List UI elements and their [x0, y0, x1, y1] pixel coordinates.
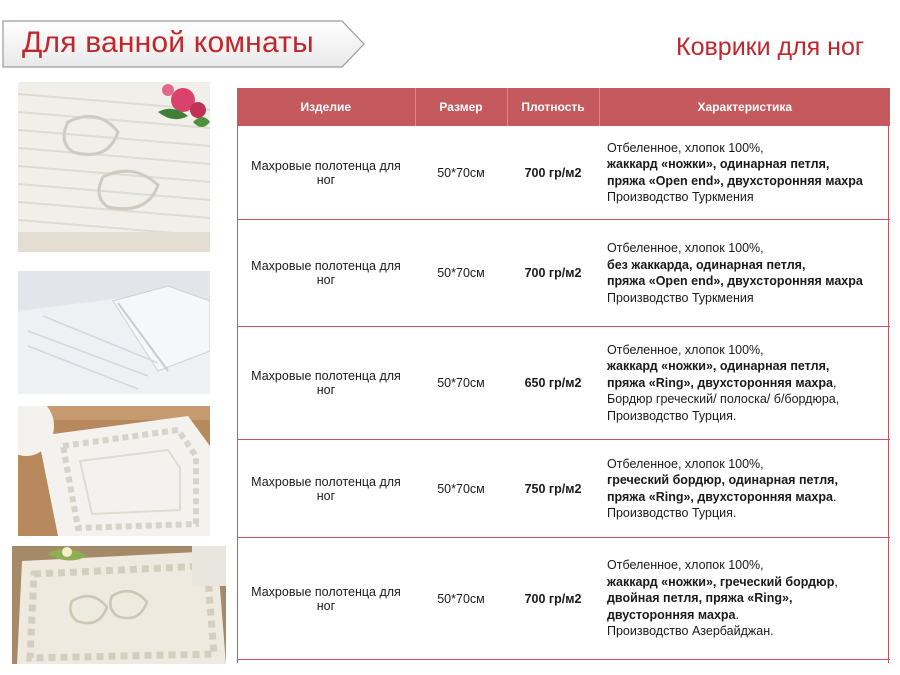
- desc-line: Производство Туркмения: [607, 290, 754, 305]
- cell-product: Махровые полотенца для ног: [237, 538, 415, 660]
- cell-size: 50*70см: [415, 538, 507, 660]
- photo-towel-folded: [18, 271, 210, 394]
- desc-line-suffix: .: [735, 607, 739, 622]
- cell-description: [599, 327, 890, 440]
- cell-size: 50*70см: [415, 126, 507, 220]
- table-header-row: [237, 88, 890, 126]
- cell-description: [599, 220, 890, 327]
- desc-line: жаккард «ножки», одинарная петля,: [607, 157, 830, 171]
- cell-description: [599, 440, 890, 538]
- desc-line-suffix: ,: [832, 375, 837, 390]
- desc-line-bold: жаккард «ножки», греческий бордюр: [607, 574, 835, 589]
- desc-line: [607, 375, 884, 392]
- cell-product: Махровые полотенца для ног: [237, 440, 415, 538]
- cell-product: Махровые полотенца для ног: [237, 220, 415, 327]
- desc-line: Отбеленное, хлопок 100%,: [607, 140, 764, 155]
- page-subtitle: Коврики для ног: [676, 33, 864, 61]
- table-row: [237, 440, 890, 538]
- cell-density: 650 гр/м2: [507, 327, 599, 440]
- header-characteristics: Характеристика: [599, 88, 890, 126]
- desc-line: [607, 489, 884, 506]
- header-size: Размер: [415, 88, 507, 126]
- cell-size: 50*70см: [415, 440, 507, 538]
- desc-line: Отбеленное, хлопок 100%,: [607, 558, 764, 573]
- cell-product: Махровые полотенца для ног: [237, 327, 415, 440]
- cell-size: 50*70см: [415, 220, 507, 327]
- desc-line: пряжа «Open end», двухсторонняя махра: [607, 173, 863, 188]
- desc-line: двойная петля, пряжа «Ring»,: [607, 591, 793, 606]
- desc-line: Производство Турция.: [607, 506, 737, 520]
- header-product: Изделие: [237, 88, 415, 126]
- desc-line: Отбеленное, хлопок 100%,: [607, 241, 764, 255]
- cell-density: 750 гр/м2: [507, 440, 599, 538]
- title-banner: [2, 20, 364, 68]
- header-density: Плотность: [507, 88, 599, 126]
- table-row: [237, 126, 890, 220]
- table-row: [237, 327, 890, 440]
- photo-towel-greek-border: [18, 406, 210, 536]
- desc-line: Производство Азербайджан.: [607, 624, 774, 639]
- desc-line-bold: двусторонняя махра: [607, 607, 736, 622]
- desc-line: жаккард «ножки», одинарная петля,: [607, 359, 830, 374]
- product-table: [237, 88, 890, 660]
- desc-line: Бордюр греческий/ полоска/ б/бордюра,: [607, 392, 840, 407]
- desc-line: [607, 607, 884, 624]
- photo-towel-feet-greek-border: [12, 546, 226, 664]
- desc-line: Производство Туркмения: [607, 190, 754, 204]
- cell-description: [599, 538, 890, 660]
- cell-density: 700 гр/м2: [507, 126, 599, 220]
- desc-line-suffix: .: [832, 489, 837, 504]
- desc-line-suffix: ,: [834, 574, 838, 589]
- desc-line: Отбеленное, хлопок 100%,: [607, 456, 764, 471]
- cell-product: Махровые полотенца для ног: [237, 126, 415, 220]
- desc-line: Производство Турция.: [607, 408, 737, 423]
- cell-description: [599, 126, 890, 220]
- page-title: Для ванной комнаты: [22, 26, 314, 59]
- photo-towel-feet-jacquard: [18, 82, 210, 252]
- desc-line: греческий бордюр, одинарная петля,: [607, 473, 838, 487]
- table-row: [237, 220, 890, 327]
- table-row: [237, 538, 890, 660]
- cell-size: 50*70см: [415, 327, 507, 440]
- desc-line: [607, 574, 884, 591]
- desc-line: пряжа «Open end», двухсторонняя махра: [607, 274, 863, 288]
- desc-line-bold: пряжа «Ring», двухсторонняя махра: [607, 375, 833, 390]
- desc-line-bold: пряжа «Ring», двухсторонняя махра: [607, 489, 833, 504]
- cell-density: 700 гр/м2: [507, 220, 599, 327]
- cell-density: 700 гр/м2: [507, 538, 599, 660]
- desc-line: Отбеленное, хлопок 100%,: [607, 342, 764, 357]
- desc-line: без жаккарда, одинарная петля,: [607, 257, 806, 272]
